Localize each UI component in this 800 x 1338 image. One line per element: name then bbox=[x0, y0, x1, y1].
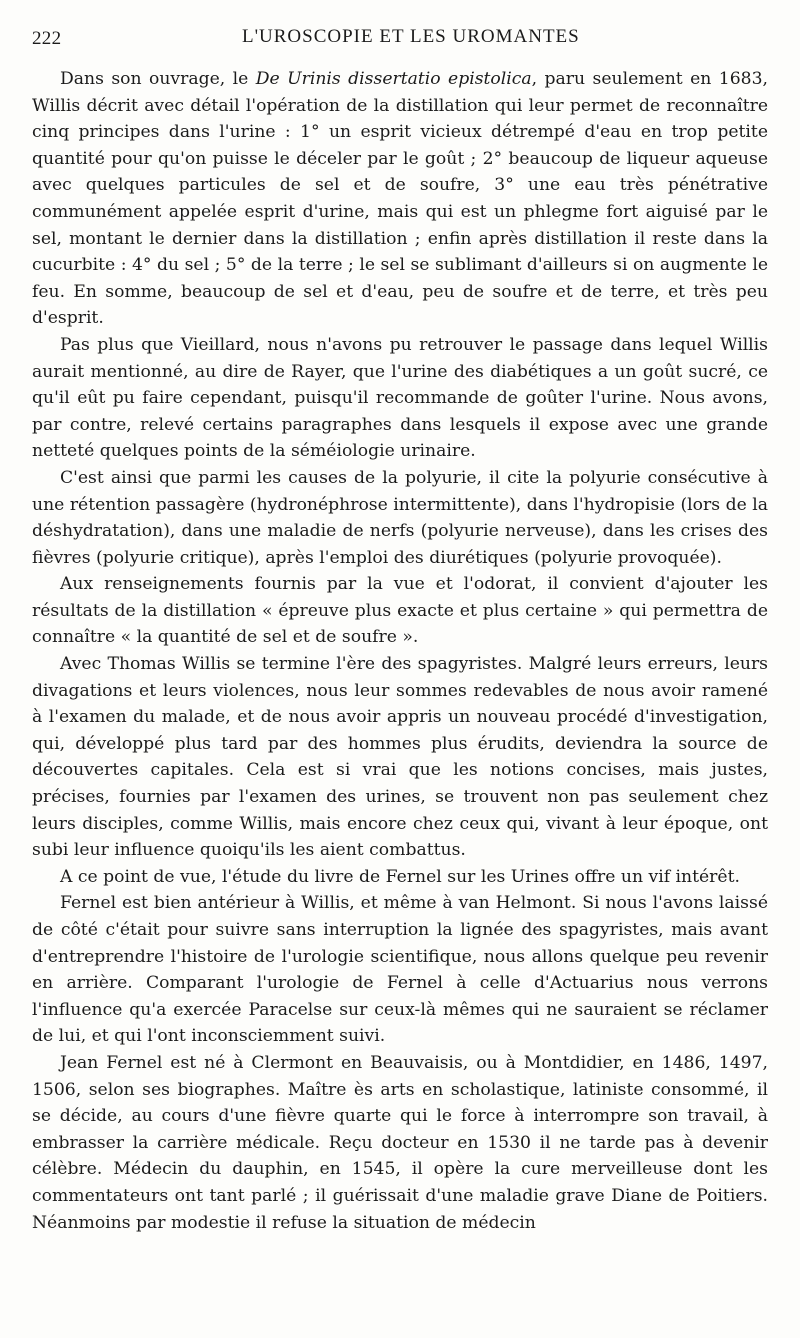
body-text bbox=[32, 66, 768, 1236]
paragraph-willis-distillation bbox=[32, 66, 768, 332]
paragraph-fernel-biography: Jean Fernel est né à Clermont en Beauvaisis, ou à Montdidier, en 1486, 1497, 1506, selon ses biographes. Maître ès arts en scholastique, latiniste consommé, il se décide, au cours d'une fièvre quarte qui le force à interrompre son travail, à embrasser la carrière médicale. Reçu docteur en 1530 il ne tarde pas à devenir célèbre. Médecin du dauphin, en 1545, il opère la cure merveilleuse dont les commentateurs ont tant parlé ; il guérissait d'une maladie grave Diane de Poitiers. Néanmoins par modestie il refuse la situation de médecin bbox=[32, 1052, 768, 1233]
paragraph-polyurie: C'est ainsi que parmi les causes de la polyurie, il cite la polyurie consécutive à une rétention passagère (hydronéphrose intermittente), dans l'hydropisie (lors de la déshydratation), dans une maladie de nerfs (polyurie nerveuse), dans les crises des fièvres (polyurie critique), après l'emploi des diurétiques (polyurie provoquée). bbox=[32, 467, 768, 568]
paragraph-text: Dans son ouvrage, le bbox=[60, 69, 256, 89]
paragraph-spagyristes: Avec Thomas Willis se termine l'ère des spagyristes. Malgré leurs erreurs, leurs divagations et leurs violences, nous leur sommes redevables de nous avoir ramené à l'examen du malade, et de nous avoir appris un nouveau procédé d'investigation, qui, développé plus tard par des hommes plus érudits, deviendra la source de découvertes capitales. Cela est si vrai que les notions concises, mais justes, précises, fournies par l'examen des urines, se trouvent non pas seulement chez leurs disciples, comme Willis, mais encore chez ceux qui, vivant à leur époque, ont subi leur influence quoiqu'ils les aient combattus. bbox=[32, 654, 768, 861]
paragraph-fernel-comparison: Fernel est bien antérieur à Willis, et même à van Helmont. Si nous l'avons laissé de côté c'était pour suivre sans interruption la lignée des spagyristes, mais avant d'entreprendre l'histoire de l'urologie scientifique, nous allons quelque peu revenir en arrière. Comparant l'urologie de Fernel à celle d'Actuarius nous verrons l'influence qu'a exercée Paracelse sur ceux-là mêmes qui ne sauraient se réclamer de lui, et qui l'ont inconsciemment suivi. bbox=[32, 893, 768, 1047]
running-head bbox=[32, 22, 766, 56]
paragraph-distillation-results: Aux renseignements fournis par la vue et l'odorat, il convient d'ajouter les résultats de la distillation « épreuve plus exacte et plus certaine » qui permettra de connaître « la quantité de sel et de soufre ». bbox=[32, 574, 768, 648]
running-title: L'UROSCOPIE ET LES UROMANTES bbox=[242, 26, 580, 47]
paragraph-text: , paru seulement en 1683, Willis décrit avec détail l'opération de la distillation qui leur permet de reconnaître cinq principes dans l'urine : 1° un esprit vicieux détrempé d'eau en trop petite quantité pour qu'on puisse le déceler par le goût ; 2° beaucoup de liqueur aqueuse avec quelques particules de sel et de soufre, 3° une eau très pénétrative communément appelée esprit d'urine, mais qui est un phlegme fort aiguisé par le sel, montant le dernier dans la distillation ; enfin après distillation il reste dans la cucurbite : 4° du sel ; 5° de la terre ; le sel se sublimant d'ailleurs si on augmente le feu. En somme, beaucoup de sel et d'eau, peu de soufre et de terre, et très peu d'esprit. bbox=[32, 69, 768, 329]
paragraph-fernel-interest: A ce point de vue, l'étude du livre de Fernel sur les Urines offre un vif intérêt. bbox=[60, 866, 740, 887]
paragraph-vieillard: Pas plus que Vieillard, nous n'avons pu retrouver le passage dans lequel Willis aurait mentionné, au dire de Rayer, que l'urine des diabétiques a un goût sucré, ce qu'il eût pu faire cependant, puisqu'il recommande de goûter l'urine. Nous avons, par contre, relevé certains paragraphes dans lesquels il expose avec une grande netteté quelques points de la séméiologie urinaire. bbox=[32, 334, 768, 462]
page-number: 222 bbox=[32, 28, 62, 49]
book-title-italic: De Urinis dissertatio epistolica bbox=[255, 69, 532, 89]
